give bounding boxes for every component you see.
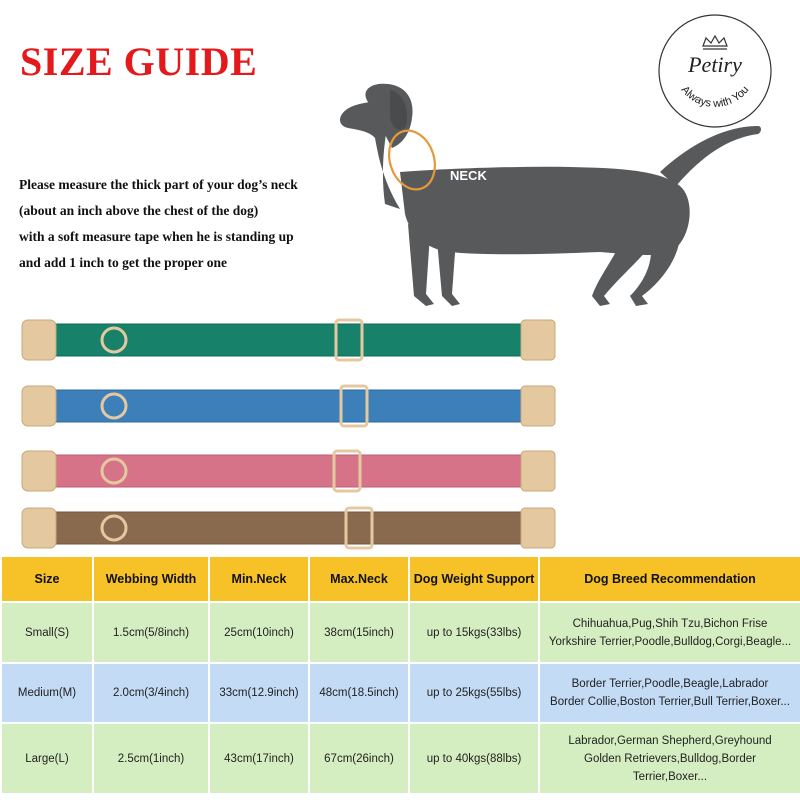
width-cell: 2.0cm(3/4inch) (93, 663, 209, 724)
table-header-row (1, 556, 800, 602)
weight-cell: up to 15kgs(33lbs) (409, 602, 539, 663)
breed-line: Border Terrier,Poodle,Beagle,Labrador (571, 678, 769, 691)
buckle-icon (22, 451, 56, 491)
buckle-icon (521, 451, 555, 491)
buckle-icon (22, 386, 56, 426)
min-neck-cell: 25cm(10inch) (209, 602, 309, 663)
buckle-icon (521, 386, 555, 426)
max-neck-cell: 38cm(15inch) (309, 602, 409, 663)
buckle-icon (521, 508, 555, 548)
buckle-icon (22, 320, 56, 360)
breed-line: Golden Retrievers,Bulldog,Border (584, 752, 756, 765)
column-header: Max.Neck (309, 556, 409, 602)
column-header: Webbing Width (93, 556, 209, 602)
collar-brown (16, 502, 556, 554)
size-table (0, 555, 800, 795)
width-cell: 2.5cm(1inch) (93, 723, 209, 794)
brand-tagline: Always with You (678, 83, 752, 111)
breed-cell (539, 663, 800, 724)
breed-line: Yorkshire Terrier,Poodle,Bulldog,Corgi,Beagle... (548, 635, 792, 648)
instruction-line: with a soft measure tape when he is standing up (19, 229, 294, 244)
page-title: SIZE GUIDE (20, 39, 258, 84)
table-row (1, 663, 800, 724)
size-cell: Small(S) (1, 602, 93, 663)
size-cell: Medium(M) (1, 663, 93, 724)
max-neck-cell: 67cm(26inch) (309, 723, 409, 794)
column-header: Size (1, 556, 93, 602)
weight-cell: up to 40kgs(88lbs) (409, 723, 539, 794)
size-cell: Large(L) (1, 723, 93, 794)
collar-green (16, 314, 556, 366)
brand-name: Petiry (688, 52, 742, 77)
weight-cell: up to 25kgs(55lbs) (409, 663, 539, 724)
width-cell: 1.5cm(5/8inch) (93, 602, 209, 663)
collar-blue (16, 380, 556, 432)
buckle-icon (22, 508, 56, 548)
instruction-line: Please measure the thick part of your dog’s neck (19, 177, 298, 192)
table-row (1, 602, 800, 663)
table-row (1, 723, 800, 794)
min-neck-cell: 43cm(17inch) (209, 723, 309, 794)
breed-line: Chihuahua,Pug,Shih Tzu,Bichon Frise (572, 617, 768, 630)
instruction-line: and add 1 inch to get the proper one (19, 255, 228, 270)
breed-line: Labrador,German Shepherd,Greyhound (568, 734, 772, 747)
column-header: Min.Neck (209, 556, 309, 602)
column-header: Dog Weight Support (409, 556, 539, 602)
breed-line: Terrier,Boxer... (632, 770, 708, 783)
buckle-icon (521, 320, 555, 360)
dog-icon (340, 84, 761, 306)
dog-silhouette (330, 74, 770, 324)
instruction-line: (about an inch above the chest of the dog) (19, 203, 259, 218)
breed-cell (539, 602, 800, 663)
collar-pink (16, 445, 556, 497)
min-neck-cell: 33cm(12.9inch) (209, 663, 309, 724)
max-neck-cell: 48cm(18.5inch) (309, 663, 409, 724)
breed-line: Border Collie,Boston Terrier,Bull Terrier,Boxer... (550, 696, 790, 709)
breed-cell (539, 723, 800, 794)
neck-label: NECK (450, 168, 487, 183)
column-header: Dog Breed Recommendation (539, 556, 800, 602)
